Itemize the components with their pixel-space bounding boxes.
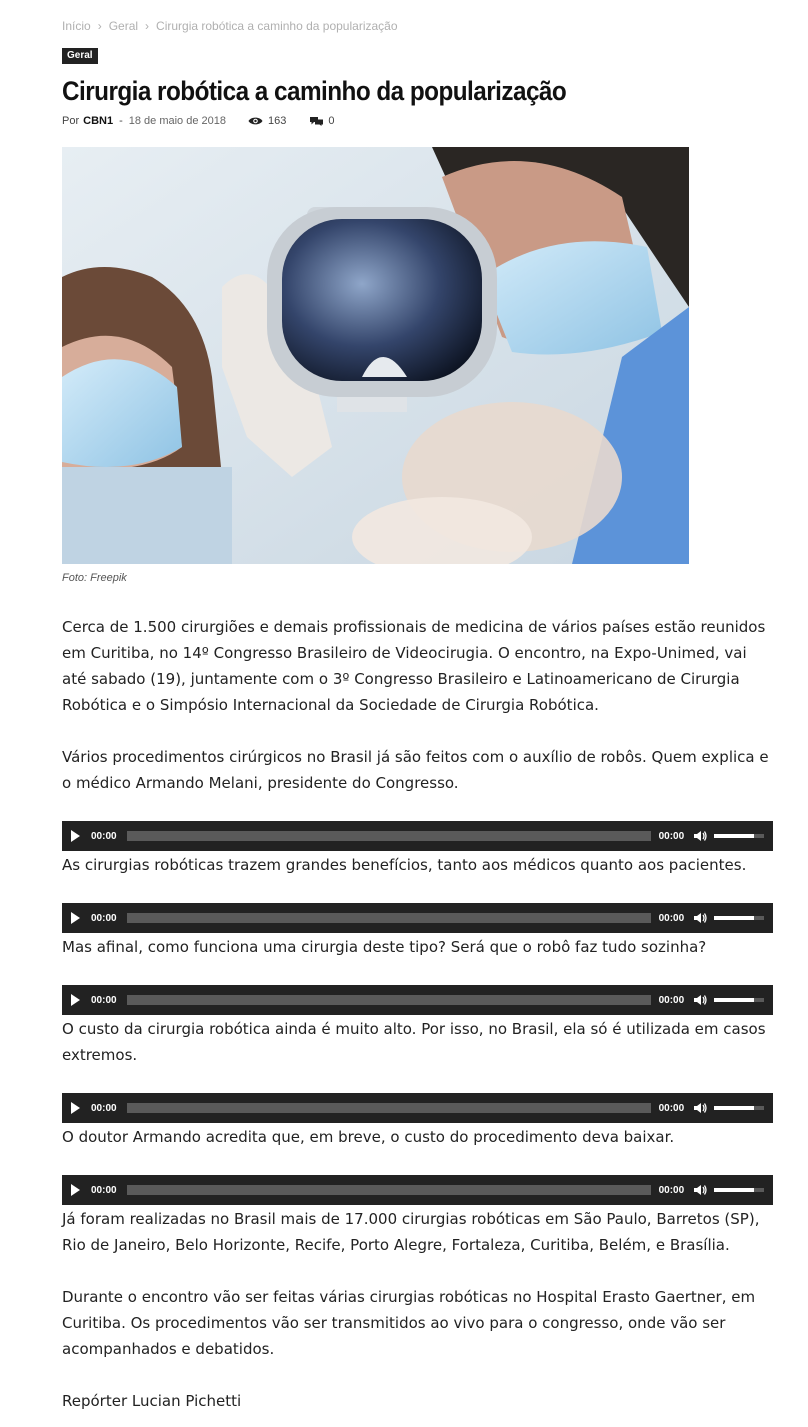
- article-paragraph: Vários procedimentos cirúrgicos no Brasil já são feitos com o auxílio de robôs. Quem explica e o médico Armando Melani, presidente do Congresso.: [62, 748, 769, 792]
- audio-current-time: 00:00: [91, 912, 117, 924]
- audio-current-time: 00:00: [91, 1102, 117, 1114]
- article-paragraph: Cerca de 1.500 cirurgiões e demais profissionais de medicina de vários países estão reunidos em Curitiba, no 14º Congresso Brasileiro de Videocirugia. O encontro, na Expo-Unimed, vai até sabado (19), juntamente com o 3º Congresso Brasileiro e Latinoamericano de Cirurgia Robótica e o Simpósio Internacional da Sociedade de Cirurgia Robótica.: [62, 618, 766, 714]
- views-counter: [248, 115, 286, 127]
- audio-player: [62, 1175, 773, 1205]
- views-count: 163: [268, 115, 287, 127]
- audio-progress-track[interactable]: [127, 1103, 651, 1113]
- image-caption: Foto: Freepik: [62, 572, 127, 584]
- audio-duration: 00:00: [658, 994, 685, 1006]
- breadcrumb: [62, 19, 398, 33]
- comments-counter[interactable]: [310, 115, 334, 127]
- audio-current-time: 00:00: [91, 1184, 117, 1196]
- volume-icon[interactable]: [693, 829, 707, 843]
- volume-level: [714, 1188, 754, 1192]
- audio-current-time: 00:00: [91, 994, 117, 1006]
- comments-icon: [310, 116, 323, 126]
- category-badge[interactable]: Geral: [62, 48, 98, 64]
- volume-slider[interactable]: [714, 834, 764, 838]
- article-paragraph: Mas afinal, como funciona uma cirurgia deste tipo? Será que o robô faz tudo sozinha?: [62, 938, 707, 956]
- breadcrumb-current: Cirurgia robótica a caminho da popularização: [156, 19, 398, 33]
- volume-level: [714, 1106, 754, 1110]
- audio-progress-track[interactable]: [127, 831, 651, 841]
- audio-player: [62, 985, 773, 1015]
- article-paragraph: As cirurgias robóticas trazem grandes benefícios, tanto aos médicos quanto aos pacientes.: [62, 856, 747, 874]
- volume-slider[interactable]: [714, 998, 764, 1002]
- audio-duration: 00:00: [658, 830, 685, 842]
- breadcrumb-home[interactable]: Início: [62, 19, 91, 33]
- publish-date: 18 de maio de 2018: [128, 115, 226, 127]
- article-meta: [62, 115, 334, 127]
- volume-slider[interactable]: [714, 1106, 764, 1110]
- audio-current-time: 00:00: [91, 830, 117, 842]
- eye-icon: [248, 116, 263, 126]
- volume-slider[interactable]: [714, 1188, 764, 1192]
- reporter-credit: Repórter Lucian Pichetti: [62, 1392, 242, 1410]
- article-paragraph: Durante o encontro vão ser feitas várias cirurgias robóticas no Hospital Erasto Gaertner, em Curitiba. Os procedimentos vão ser transmitidos ao vivo para o congresso, onde vão ser acompanhados e debatidos.: [62, 1288, 756, 1358]
- audio-progress-track[interactable]: [127, 913, 651, 923]
- volume-icon[interactable]: [693, 911, 707, 925]
- audio-duration: 00:00: [658, 912, 685, 924]
- play-icon[interactable]: [71, 1184, 80, 1196]
- audio-duration: 00:00: [658, 1102, 685, 1114]
- article-title: Cirurgia robótica a caminho da popularização: [62, 76, 567, 106]
- breadcrumb-separator: ›: [145, 19, 150, 33]
- volume-slider[interactable]: [714, 916, 764, 920]
- audio-player: [62, 821, 773, 851]
- audio-progress-track[interactable]: [127, 1185, 651, 1195]
- by-label: Por: [62, 115, 80, 127]
- article-paragraph: O doutor Armando acredita que, em breve, o custo do procedimento deva baixar.: [62, 1128, 675, 1146]
- play-icon[interactable]: [71, 994, 80, 1006]
- volume-level: [714, 834, 754, 838]
- volume-icon[interactable]: [693, 993, 707, 1007]
- comments-count: 0: [328, 115, 335, 127]
- volume-icon[interactable]: [693, 1183, 707, 1197]
- audio-player: [62, 903, 773, 933]
- volume-level: [714, 916, 754, 920]
- featured-image: [62, 147, 689, 564]
- article-paragraph: Já foram realizadas no Brasil mais de 17.000 cirurgias robóticas em São Paulo, Barretos (SP), Rio de Janeiro, Belo Horizonte, Recife, Porto Alegre, Fortaleza, Curitiba, Belém, e Brasília.: [62, 1210, 760, 1254]
- play-icon[interactable]: [71, 912, 80, 924]
- play-icon[interactable]: [71, 1102, 80, 1114]
- audio-duration: 00:00: [658, 1184, 685, 1196]
- play-icon[interactable]: [71, 830, 80, 842]
- volume-level: [714, 998, 754, 1002]
- meta-separator: -: [119, 115, 123, 127]
- audio-player: [62, 1093, 773, 1123]
- breadcrumb-separator: ›: [97, 19, 102, 33]
- article-paragraph: O custo da cirurgia robótica ainda é muito alto. Por isso, no Brasil, ela só é utilizada em casos extremos.: [62, 1020, 766, 1064]
- audio-progress-track[interactable]: [127, 995, 651, 1005]
- author-link[interactable]: CBN1: [83, 115, 114, 127]
- volume-icon[interactable]: [693, 1101, 707, 1115]
- breadcrumb-category[interactable]: Geral: [108, 19, 139, 33]
